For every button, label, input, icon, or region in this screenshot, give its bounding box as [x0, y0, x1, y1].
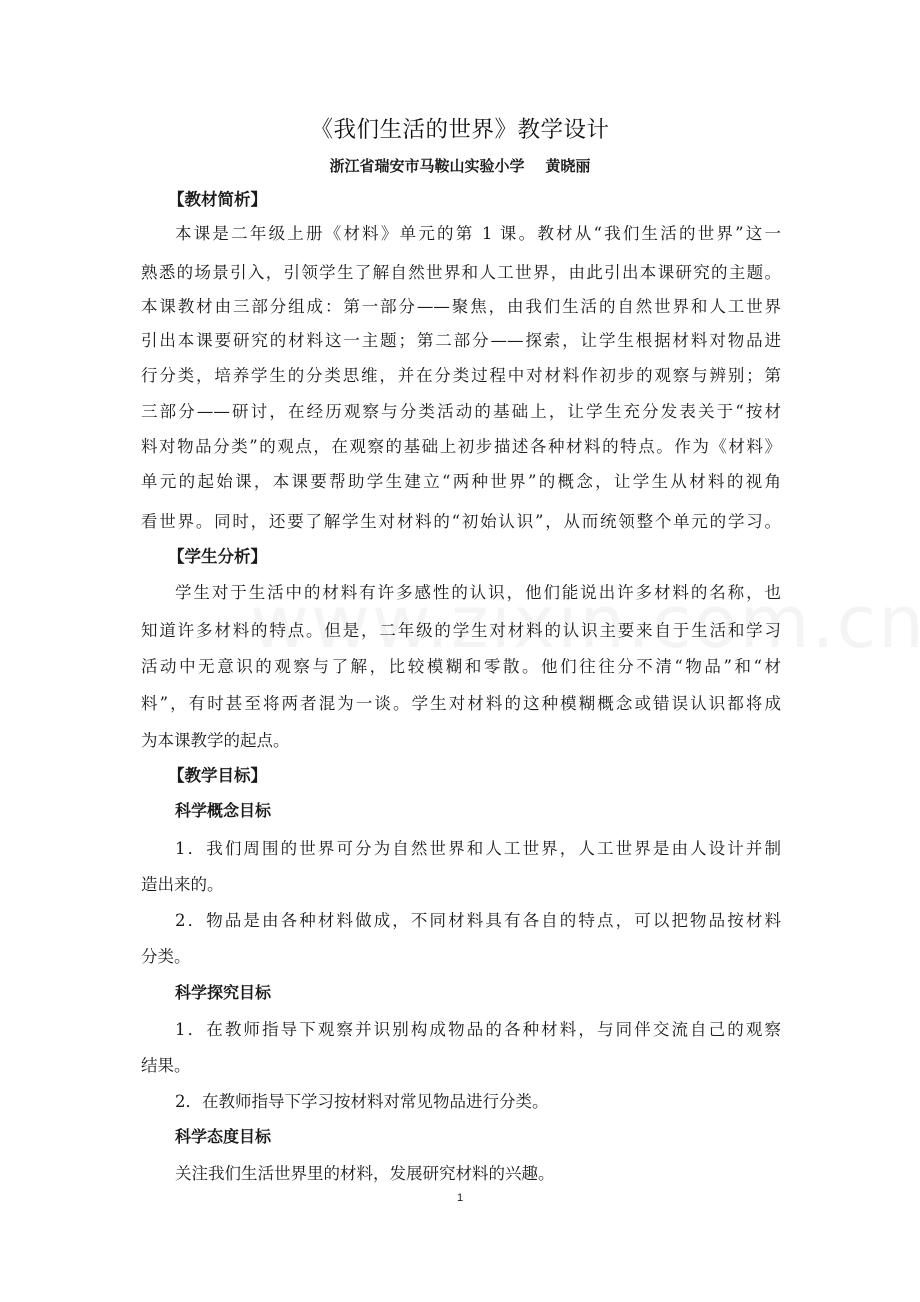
paragraph-line: 单元的起始课，本课要帮助学生建立“两种世界”的概念，让学生从材料的视角: [141, 472, 781, 491]
paragraph-line: 料对物品分类”的观点，在观察的基础上初步描述各种材料的特点。作为《材料》: [141, 437, 781, 456]
paragraph-line: 知道许多材料的特点。但是，二年级的学生对材料的认识主要来自于生活和学习: [141, 621, 781, 640]
paragraph-line: 学生对于生活中的材料有许多感性的认识，他们能说出许多材料的名称，也: [175, 583, 781, 602]
paragraph-line: 本课是二年级上册《材料》单元的第 1 课。教材从“我们生活的世界”这一: [175, 224, 781, 243]
document-title: 《我们生活的世界》教学设计: [310, 117, 610, 143]
paragraph-line: 为本课教学的起点。: [141, 731, 290, 750]
paragraph-line: 看世界。同时，还要了解学生对材料的“初始认识”，从而统领整个单元的学习。: [141, 512, 781, 531]
paragraph-line: 活动中无意识的观察与了解，比较模糊和零散。他们往往分不清“物品”和“材: [141, 657, 781, 676]
subheading-attitude: 科学态度目标: [175, 1127, 272, 1146]
paragraph-line: 料”，有时甚至将两者混为一谈。学生对材料的这种模糊概念或错误认识都将成: [141, 694, 781, 713]
paragraph-line: 本课教材由三部分组成：第一部分——聚焦，由我们生活的自然世界和人工世界: [141, 297, 781, 316]
subheading-inquiry: 科学探究目标: [175, 983, 272, 1002]
paragraph-line: 熟悉的场景引入，引领学生了解自然世界和人工世界，由此引出本课研究的主题。: [141, 263, 781, 282]
page-number: 1: [456, 1192, 464, 1204]
section-heading-goals: 【教学目标】: [168, 766, 267, 785]
document-author: 浙江省瑞安市马鞍山实验小学 黄晓丽: [329, 157, 591, 175]
paragraph-line: 行分类，培养学生的分类思维，并在分类过程中对材料作初步的观察与辨别；第: [141, 366, 781, 385]
paragraph-line: 三部分——研讨，在经历观察与分类活动的基础上，让学生充分发表关于“按材: [141, 402, 781, 421]
paragraph-line: 造出来的。: [141, 875, 224, 894]
paragraph-line: 关注我们生活世界里的材料，发展研究材料的兴趣。: [175, 1164, 555, 1183]
section-heading-analysis: 【教材简析】: [168, 190, 267, 209]
paragraph-line: 2．物品是由各种材料做成，不同材料具有各自的特点，可以把物品按材料: [175, 911, 781, 930]
paragraph-line: 1．在教师指导下观察并识别构成物品的各种材料，与同伴交流自己的观察: [175, 1020, 781, 1039]
section-heading-students: 【学生分析】: [168, 547, 267, 566]
paragraph-line: 2．在教师指导下学习按材料对常见物品进行分类。: [175, 1092, 549, 1111]
paragraph-line: 分类。: [141, 947, 191, 966]
paragraph-line: 1．我们周围的世界可分为自然世界和人工世界，人工世界是由人设计并制: [175, 839, 781, 858]
paragraph-line: 结果。: [141, 1056, 191, 1075]
paragraph-line: 引出本课要研究的材料这一主题；第二部分——探索，让学生根据材料对物品进: [141, 331, 781, 350]
subheading-concept: 科学概念目标: [175, 801, 272, 820]
